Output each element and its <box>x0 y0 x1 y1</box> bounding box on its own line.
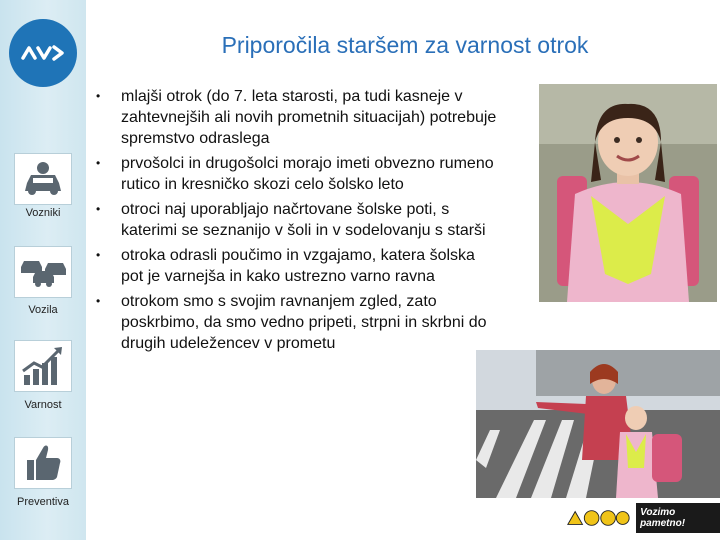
sidebar-item-preventiva[interactable] <box>14 437 72 489</box>
list-item-text: prvošolci in drugošolci morajo imeti obvezno rumeno rutico in kresničko skozi celo šolsko leto <box>121 155 494 193</box>
thumbs-up-icon <box>23 442 63 484</box>
chart-icon <box>20 345 66 387</box>
list-item-text: otroka odrasli poučimo in vzgajamo, katera šolska pot je varnejša in kako ustrezno varno ravna <box>121 247 475 285</box>
sidebar-item-varnost[interactable] <box>14 340 72 392</box>
child-vest-illustration <box>539 84 717 302</box>
list-item-text: otrokom smo s svojim ravnanjem zgled, zato poskrbimo, da smo vedno pripeti, strpni in skrbni do drugih udeležencev v prometu <box>121 293 487 352</box>
car-icon <box>21 161 65 197</box>
footer-logos <box>566 505 720 531</box>
photo-crosswalk <box>476 350 720 498</box>
recommendations-list <box>90 86 500 358</box>
sidebar-item-label[interactable]: Varnost <box>24 399 62 411</box>
page-title: Priporočila staršem za varnost otrok <box>221 32 589 58</box>
list-item <box>90 245 500 287</box>
campaign-icons <box>566 507 630 529</box>
sidebar-item-label[interactable]: Vozila <box>28 304 58 316</box>
avp-logo[interactable] <box>9 19 77 87</box>
sidebar-item-label[interactable]: Vozniki <box>25 207 61 219</box>
list-item <box>90 86 500 149</box>
list-item <box>90 153 500 195</box>
crosswalk-illustration <box>476 350 720 498</box>
avp-logo-mark-icon <box>19 41 67 65</box>
bullet-icon: • <box>96 294 101 308</box>
bullet-icon: • <box>96 89 101 103</box>
photo-child-safety-vest <box>539 84 717 302</box>
sidebar-item-label[interactable]: Preventiva <box>17 496 69 508</box>
sidebar <box>0 0 86 540</box>
sidebar-item-vozniki[interactable] <box>14 153 72 205</box>
list-item-text: mlajši otrok (do 7. leta starosti, pa tudi kasneje v zahtevnejših ali novih prometnih situacijah) potrebuje spremstvo odraslega <box>121 88 497 147</box>
bullet-icon: • <box>96 156 101 170</box>
bullet-icon: • <box>96 202 101 216</box>
cars-icon <box>19 253 67 291</box>
bullet-icon: • <box>96 248 101 262</box>
sidebar-item-vozila[interactable] <box>14 246 72 298</box>
list-item-text: otroci naj uporabljajo načrtovane šolske poti, s katerimi se seznanijo v šoli in v sodelovanju s starši <box>121 201 486 239</box>
list-item <box>90 199 500 241</box>
vozimo-pametno-badge: Vozimo pametno! <box>636 503 720 533</box>
list-item <box>90 291 500 354</box>
